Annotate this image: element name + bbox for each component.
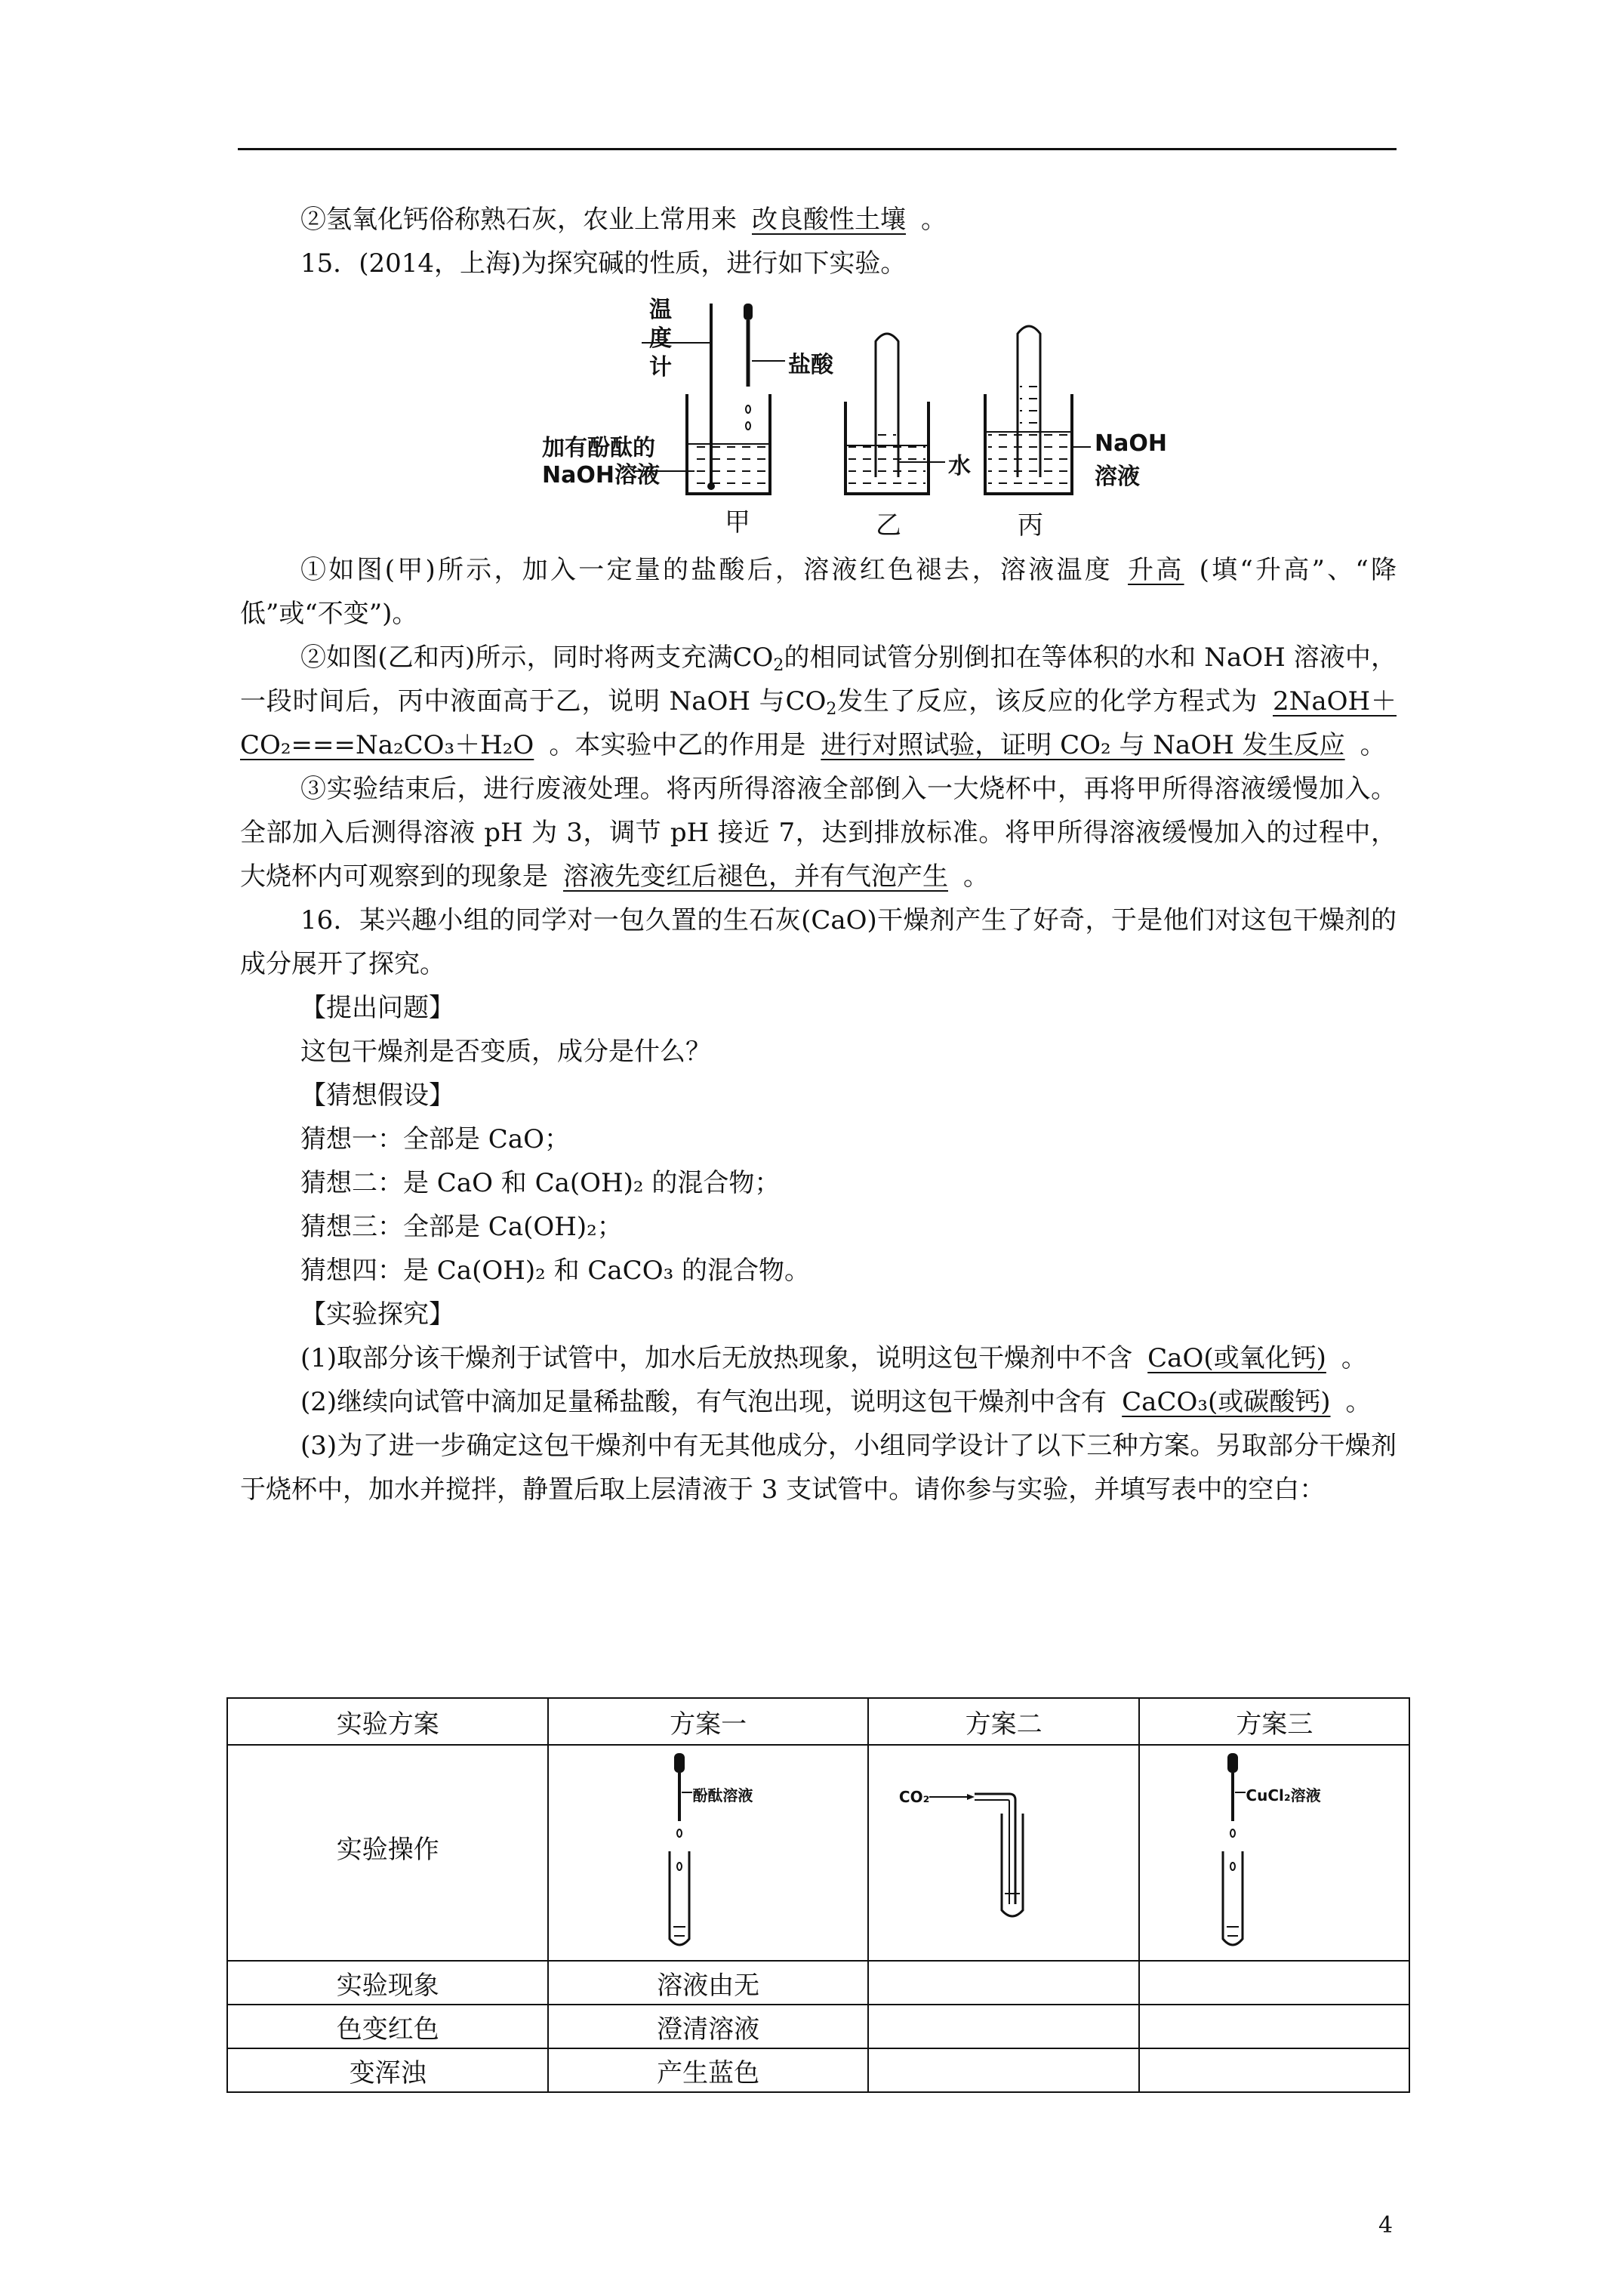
label-thermometer: 温 度 计	[649, 297, 672, 381]
question-16: 16．某兴趣小组的同学对一包久置的生石灰(CaO)干燥剂产生了好奇，于是他们对这包干燥剂的成分展开了探究。	[240, 905, 1397, 979]
header-cell: 方案三	[1139, 1698, 1409, 1745]
dropper-tube-diagram	[1140, 1746, 1407, 1960]
caption-yi: 乙	[876, 510, 901, 541]
header-rule	[238, 148, 1397, 150]
table-cell	[1139, 2005, 1409, 2048]
caption-jia: 甲	[725, 507, 750, 538]
table-row	[227, 1961, 1409, 2005]
operation-3-figure	[1139, 1745, 1409, 1961]
header-cell: 方案二	[868, 1698, 1140, 1745]
table-cell	[1139, 2048, 1409, 2092]
heading-question: 【提出问题】	[300, 993, 454, 1023]
paragraph-part-3: ③实验结束后，进行废液处理。将丙所得溶液全部倒入一大烧杯中，再将甲所得溶液缓慢加入。全部加入后测得溶液 pH 为 3，调节 pH 接近 7，达到排放标准。将甲所得溶液缓慢加入的过程中，大烧杯内可观察到的现象是 溶液先变红后褪色，并有气泡产生 。	[240, 774, 1397, 892]
answer: 升高	[1128, 555, 1184, 585]
label-co2: CO₂	[898, 1788, 930, 1806]
hypothesis-2: 猜想二：是 CaO 和 Ca(OH)₂ 的混合物；	[300, 1168, 781, 1198]
header-cell: 实验方案	[227, 1698, 548, 1745]
question-15: 15．(2014，上海)为探究碱的性质，进行如下实验。	[300, 248, 907, 279]
beaker-bing	[985, 326, 1091, 494]
table-header-row	[227, 1698, 1409, 1745]
heading-hypothesis: 【猜想假设】	[300, 1080, 454, 1111]
header-cell: 方案一	[548, 1698, 867, 1745]
table-row-operation	[227, 1745, 1409, 1961]
label-phenolphthalein: 加有酚酞的	[542, 435, 655, 461]
hypothesis-1: 猜想一：全部是 CaO；	[300, 1124, 570, 1154]
paragraph-part-2: ②如图(乙和丙)所示，同时将两支充满$CO_2$的相同试管分别倒扣在等体积的水和 NaOH 溶液中，一段时间后，丙中液面高于乙，说明 NaOH 与$CO_2$发生了反应，该反应的化学方程式为 2NaOH＋CO₂===Na₂CO₃＋H₂O 。本实验中乙的作用是 进行对照试验，证明 CO₂ 与 NaOH 发生反应 。	[240, 643, 1397, 760]
beaker-diagram	[544, 296, 1163, 545]
table-cell	[868, 2005, 1140, 2048]
beaker-yi	[845, 334, 945, 494]
table-cell: 变浑浊	[227, 2048, 548, 2092]
table-cell: 产生蓝色	[548, 2048, 867, 2092]
hypothesis-3: 猜想三：全部是 Ca(OH)₂；	[300, 1212, 623, 1242]
table-row	[227, 2048, 1409, 2092]
caption-bing: 丙	[1018, 510, 1043, 541]
label-phenolphthalein-solution: 酚酞溶液	[692, 1786, 753, 1804]
table-cell: 溶液由无	[548, 1961, 867, 2005]
label-acid: 盐酸	[788, 352, 833, 378]
paragraph-part-1: ①如图(甲)所示，加入一定量的盐酸后，溶液红色褪去，溶液温度 升高 (填“升高”、“降低”或“不变”)。	[240, 555, 1397, 629]
answer: 进行对照试验，证明 CO₂ 与 NaOH 发生反应	[821, 730, 1345, 760]
label-naoh-solution: NaOH溶液	[542, 462, 660, 488]
label-naoh: NaOH	[1095, 430, 1167, 457]
figure-beakers	[542, 296, 1167, 545]
hypothesis-4: 猜想四：是 Ca(OH)₂ 和 CaCO₃ 的混合物。	[300, 1256, 811, 1286]
table-cell	[1139, 1961, 1409, 2005]
answer: CaCO₃(或碳酸钙)	[1122, 1387, 1331, 1417]
row-label: 实验操作	[227, 1745, 548, 1961]
table-row	[227, 2005, 1409, 2048]
page-number: 4	[1378, 2212, 1394, 2239]
table-cell	[868, 1961, 1140, 2005]
table-cell: 实验现象	[227, 1961, 548, 2005]
table-cell: 色变红色	[227, 2005, 548, 2048]
gas-tube-diagram	[869, 1746, 1138, 1960]
dropper-tube-diagram	[549, 1746, 866, 1960]
answer: 改良酸性土壤	[752, 205, 906, 235]
question-text: 这包干燥剂是否变质，成分是什么？	[300, 1037, 711, 1067]
label-solution: 溶液	[1095, 464, 1140, 490]
paragraph-slaked-lime: ②氢氧化钙俗称熟石灰，农业上常用来 改良酸性土壤 。	[300, 205, 947, 235]
experiment-2: (2)继续向试管中滴加足量稀盐酸，有气泡出现，说明这包干燥剂中含有 CaCO₃(或碳酸钙) 。	[300, 1387, 1372, 1417]
table-cell: 澄清溶液	[548, 2005, 867, 2048]
label-cucl2-solution: CuCl₂溶液	[1246, 1786, 1321, 1804]
experiment-1: (1)取部分该干燥剂于试管中，加水后无放热现象，说明这包干燥剂中不含 CaO(或氧化钙) 。	[300, 1343, 1367, 1373]
experiment-table	[226, 1697, 1410, 2093]
operation-2-figure	[868, 1745, 1140, 1961]
dropper-bulb	[744, 304, 753, 320]
answer: 溶液先变红后褪色，并有气泡产生	[563, 861, 948, 892]
answer-equation: 2NaOH＋CO₂===Na₂CO₃＋H₂O	[240, 686, 1397, 760]
operation-1-figure	[548, 1745, 867, 1961]
heading-experiment: 【实验探究】	[300, 1299, 454, 1330]
table-cell	[868, 2048, 1140, 2092]
label-water: 水	[948, 453, 971, 479]
answer: CaO(或氧化钙)	[1147, 1343, 1326, 1373]
experiment-3: (3)为了进一步确定这包干燥剂中有无其他成分，小组同学设计了以下三种方案。另取部分干燥剂于烧杯中，加水并搅拌，静置后取上层清液于 3 支试管中。请你参与实验，并填写表中的空白：	[240, 1431, 1397, 1505]
